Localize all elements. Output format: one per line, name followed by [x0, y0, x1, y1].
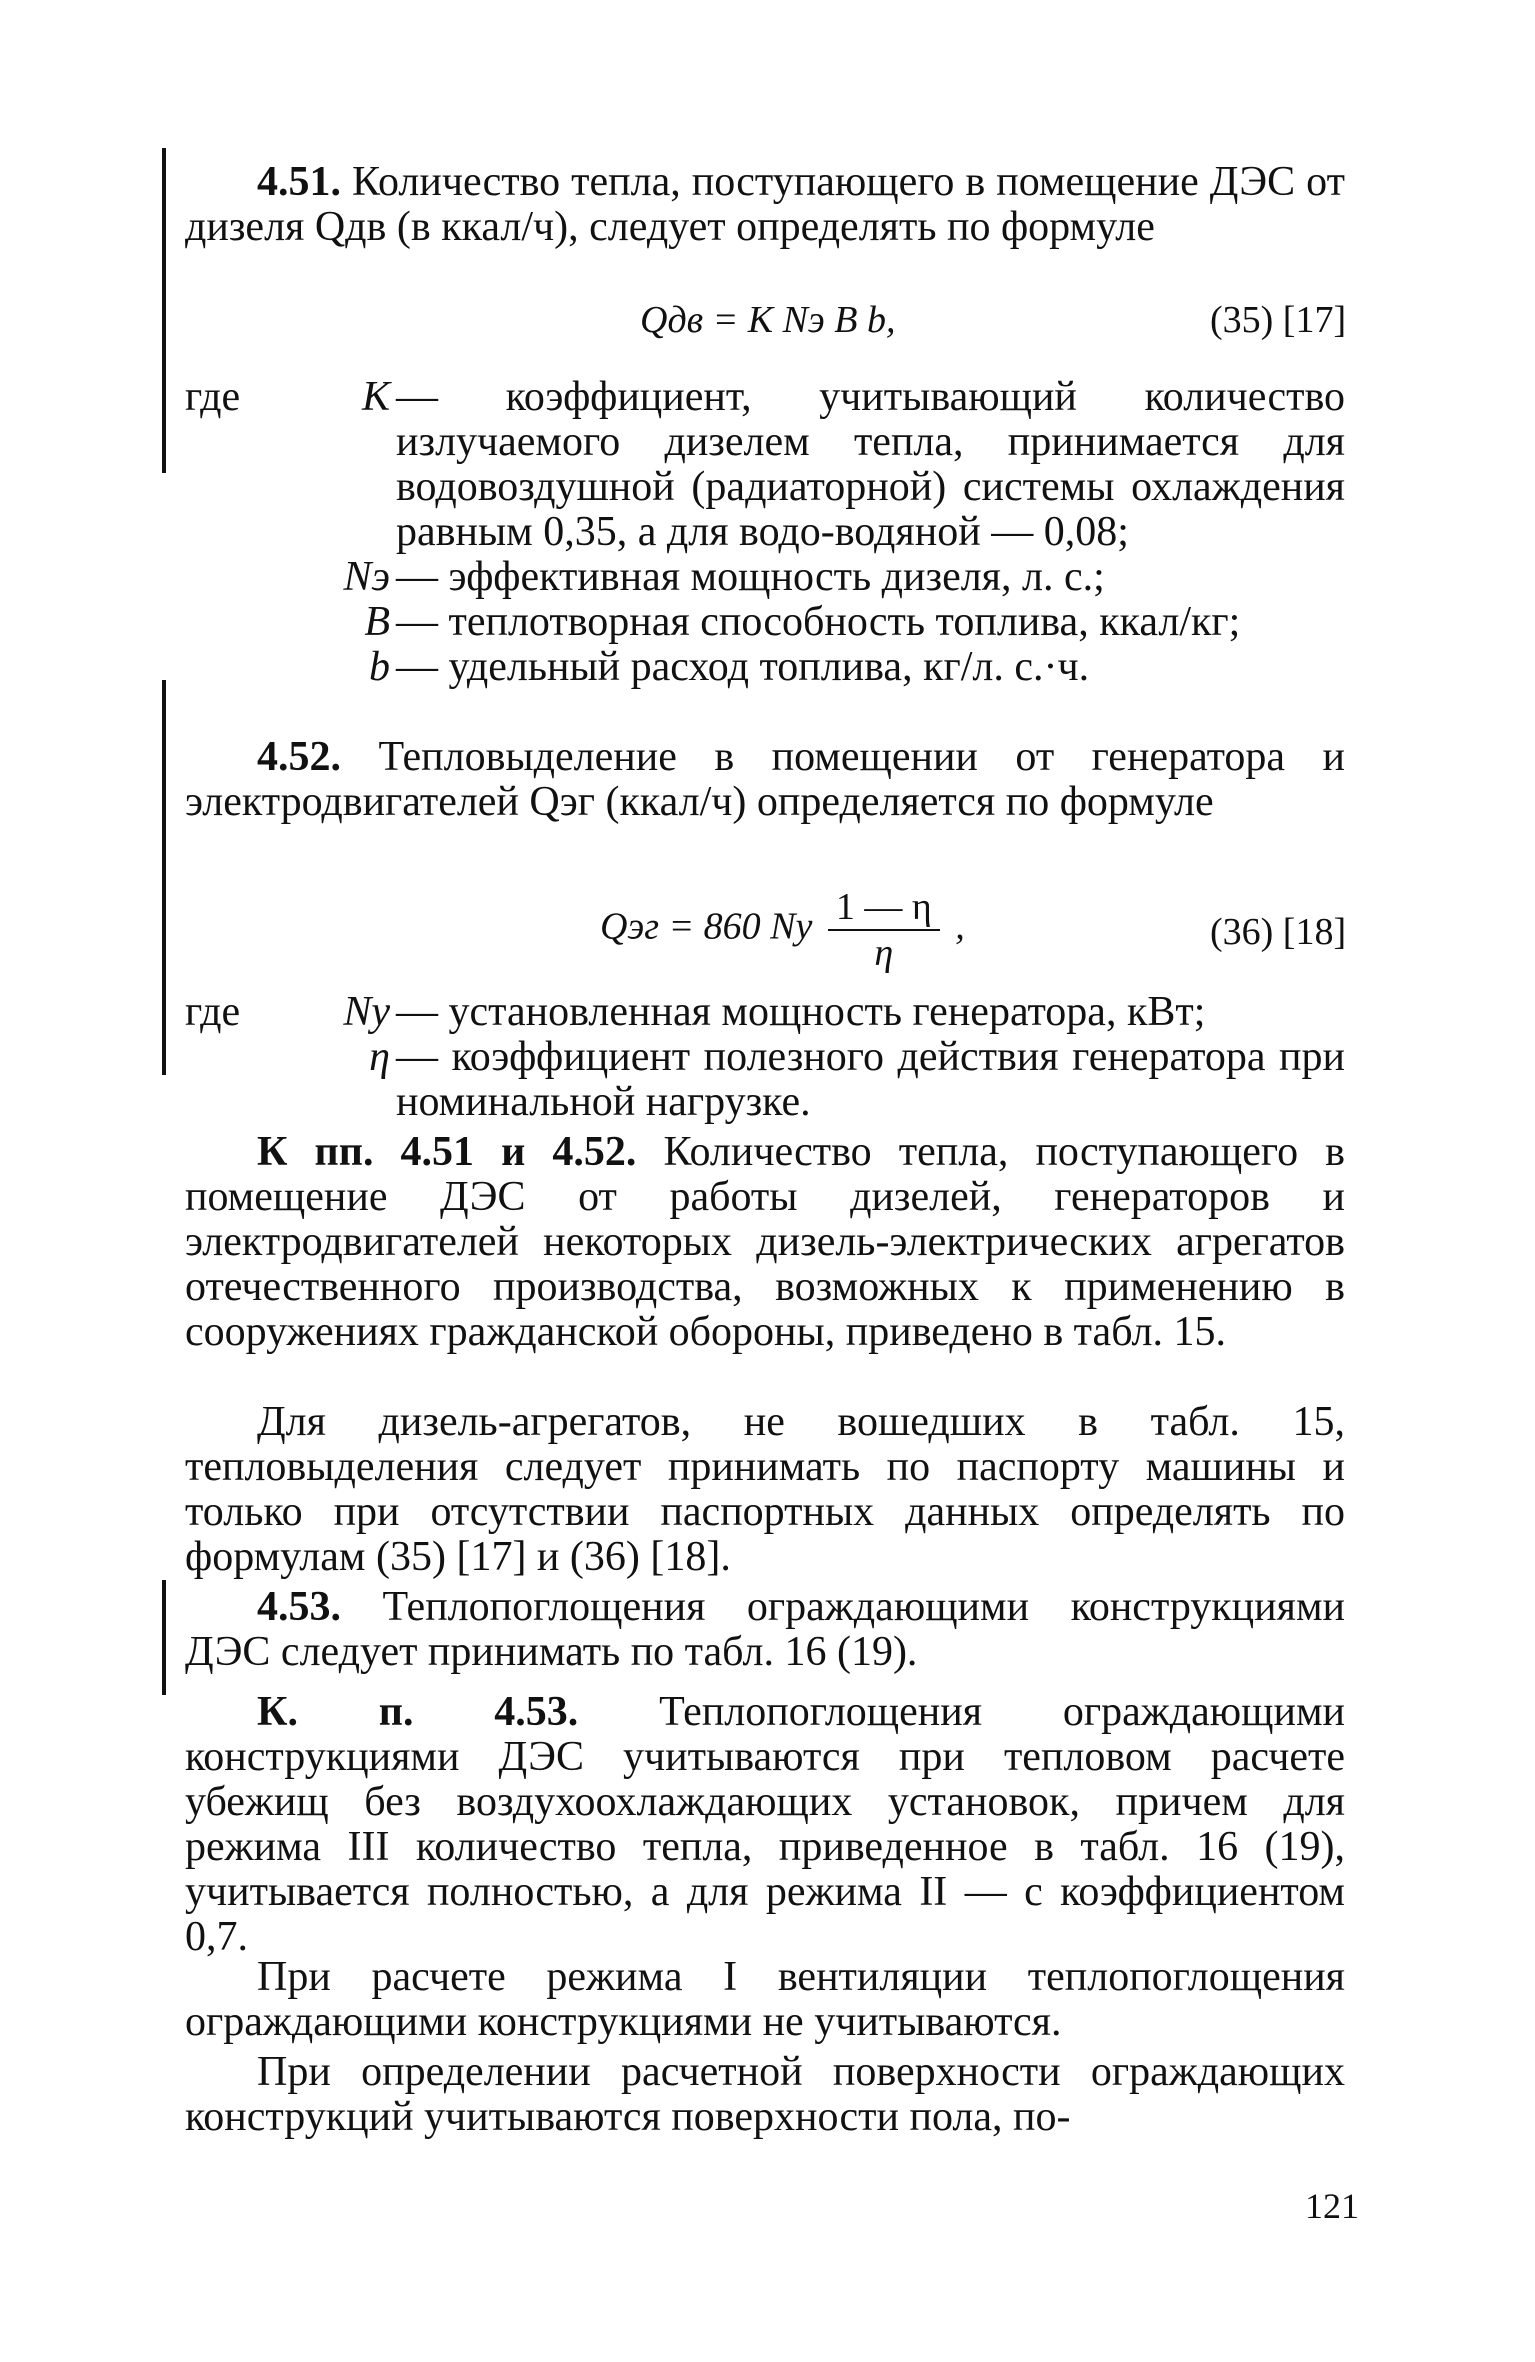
section-number: 4.53.: [257, 1584, 341, 1630]
margin-bar: [162, 1580, 166, 1695]
paragraph-diesel-aggregates: [185, 1400, 1345, 1580]
definition-row: [185, 990, 1345, 1035]
fraction-denominator: η: [874, 932, 894, 974]
paragraph-text: Теплопоглощения ограждающими конструкциями ДЭС учитываются при тепловом расчете убежищ без воздухоохлаждающих установок, причем для режима III количество тепла, приведенное в табл. 16 (19), учитывается полностью, а для режима II — с коэффициентом 0,7.: [185, 1689, 1346, 1960]
definition-symbol: [185, 645, 396, 690]
definition-row: [185, 1035, 1345, 1125]
paragraph-text: При расчете режима I вентиляции теплопоглощения ограждающими конструкциями не учитываются.: [185, 1954, 1345, 2045]
definition-row: [185, 645, 1345, 690]
definition-list-35: [185, 375, 1345, 690]
fraction-numerator: 1 — η: [828, 885, 940, 931]
symbol: b: [369, 644, 390, 690]
paragraph-text: Количество тепла, поступающего в помещение ДЭС от работы дизелей, генераторов и электродвигателей некоторых дизель-электрических агрегатов отечественного производства, возможных к применению в сооружениях гражданской обороны, приведено в табл. 15.: [185, 1129, 1345, 1355]
section-reference: К. п. 4.53.: [257, 1689, 579, 1735]
symbol: Nэ: [343, 554, 390, 600]
fraction: [828, 885, 940, 975]
page-number: 121: [1305, 2186, 1359, 2226]
definition-text: — удельный расход топлива, кг/л. с.·ч.: [396, 644, 1090, 690]
section-number: 4.52.: [257, 734, 341, 780]
margin-bar: [162, 680, 166, 1075]
where-word: где: [185, 374, 241, 420]
symbol: K: [361, 374, 390, 420]
section-number: 4.51.: [257, 159, 341, 205]
paragraph-mode-1: [185, 1955, 1345, 2045]
formula-35: Qдв = K Nэ B b,: [640, 299, 896, 341]
formula-comma: ,: [955, 905, 965, 948]
equation-number-36: (36) [18]: [1210, 911, 1347, 953]
paragraph-text: Тепловыделение в помещении от генератора и электродвигателей Qэг (ккал/ч) определяется по формуле: [185, 734, 1345, 825]
definition-text: — теплотворная способность топлива, ккал/кг;: [396, 599, 1241, 645]
formula-36: [600, 885, 965, 975]
definition-symbol: [185, 600, 396, 645]
definition-list-36: [185, 990, 1345, 1125]
formula-left: Qэг = 860 Nу: [600, 905, 813, 948]
section-reference: К пп. 4.51 и 4.52.: [257, 1129, 637, 1175]
definition-text: — эффективная мощность дизеля, л. с.;: [396, 554, 1105, 600]
definition-text: — коэффициент, учитывающий количество излучаемого дизелем тепла, принимается для водовоздушной (радиаторной) системы охлаждения равным 0,35, а для водо-водяной — 0,08;: [396, 374, 1345, 555]
margin-bar: [162, 148, 166, 473]
definition-text: — коэффициент полезного действия генератора при номинальной нагрузке.: [396, 1034, 1345, 1125]
where-word: где: [185, 989, 241, 1035]
definition-row: [185, 600, 1345, 645]
paragraph-text: Для дизель-агрегатов, не вошедших в табл. 15, тепловыделения следует принимать по паспорту машины и только при отсутствии паспортных данных определять по формулам (35) [17] и (36) [18].: [185, 1399, 1345, 1580]
paragraph-text: Количество тепла, поступающего в помещение ДЭС от дизеля Qдв (в ккал/ч), следует определять по формуле: [185, 159, 1345, 250]
definition-symbol: [185, 1035, 396, 1125]
definition-row: [185, 555, 1345, 600]
definition-symbol: [185, 375, 396, 555]
definition-text: — установленная мощность генератора, кВт;: [396, 989, 1206, 1035]
paragraph-surface: [185, 2050, 1345, 2140]
definition-row: [185, 375, 1345, 555]
paragraph-text: Теплопоглощения ограждающими конструкциями ДЭС следует принимать по табл. 16 (19).: [185, 1584, 1345, 1675]
equation-number-35: (35) [17]: [1210, 299, 1347, 341]
definition-symbol: [185, 990, 396, 1035]
paragraph-4-53: [185, 1585, 1345, 1675]
symbol: B: [364, 599, 390, 645]
symbol: η: [369, 1034, 390, 1080]
definition-symbol: [185, 555, 396, 600]
symbol: Nу: [343, 989, 390, 1035]
paragraph-k-4-51-4-52: [185, 1130, 1345, 1355]
paragraph-4-52: [185, 735, 1345, 825]
paragraph-4-51: [185, 160, 1345, 250]
paragraph-k-4-53: [185, 1690, 1345, 1960]
paragraph-text: При определении расчетной поверхности ограждающих конструкций учитываются поверхности пола, по-: [185, 2049, 1345, 2140]
